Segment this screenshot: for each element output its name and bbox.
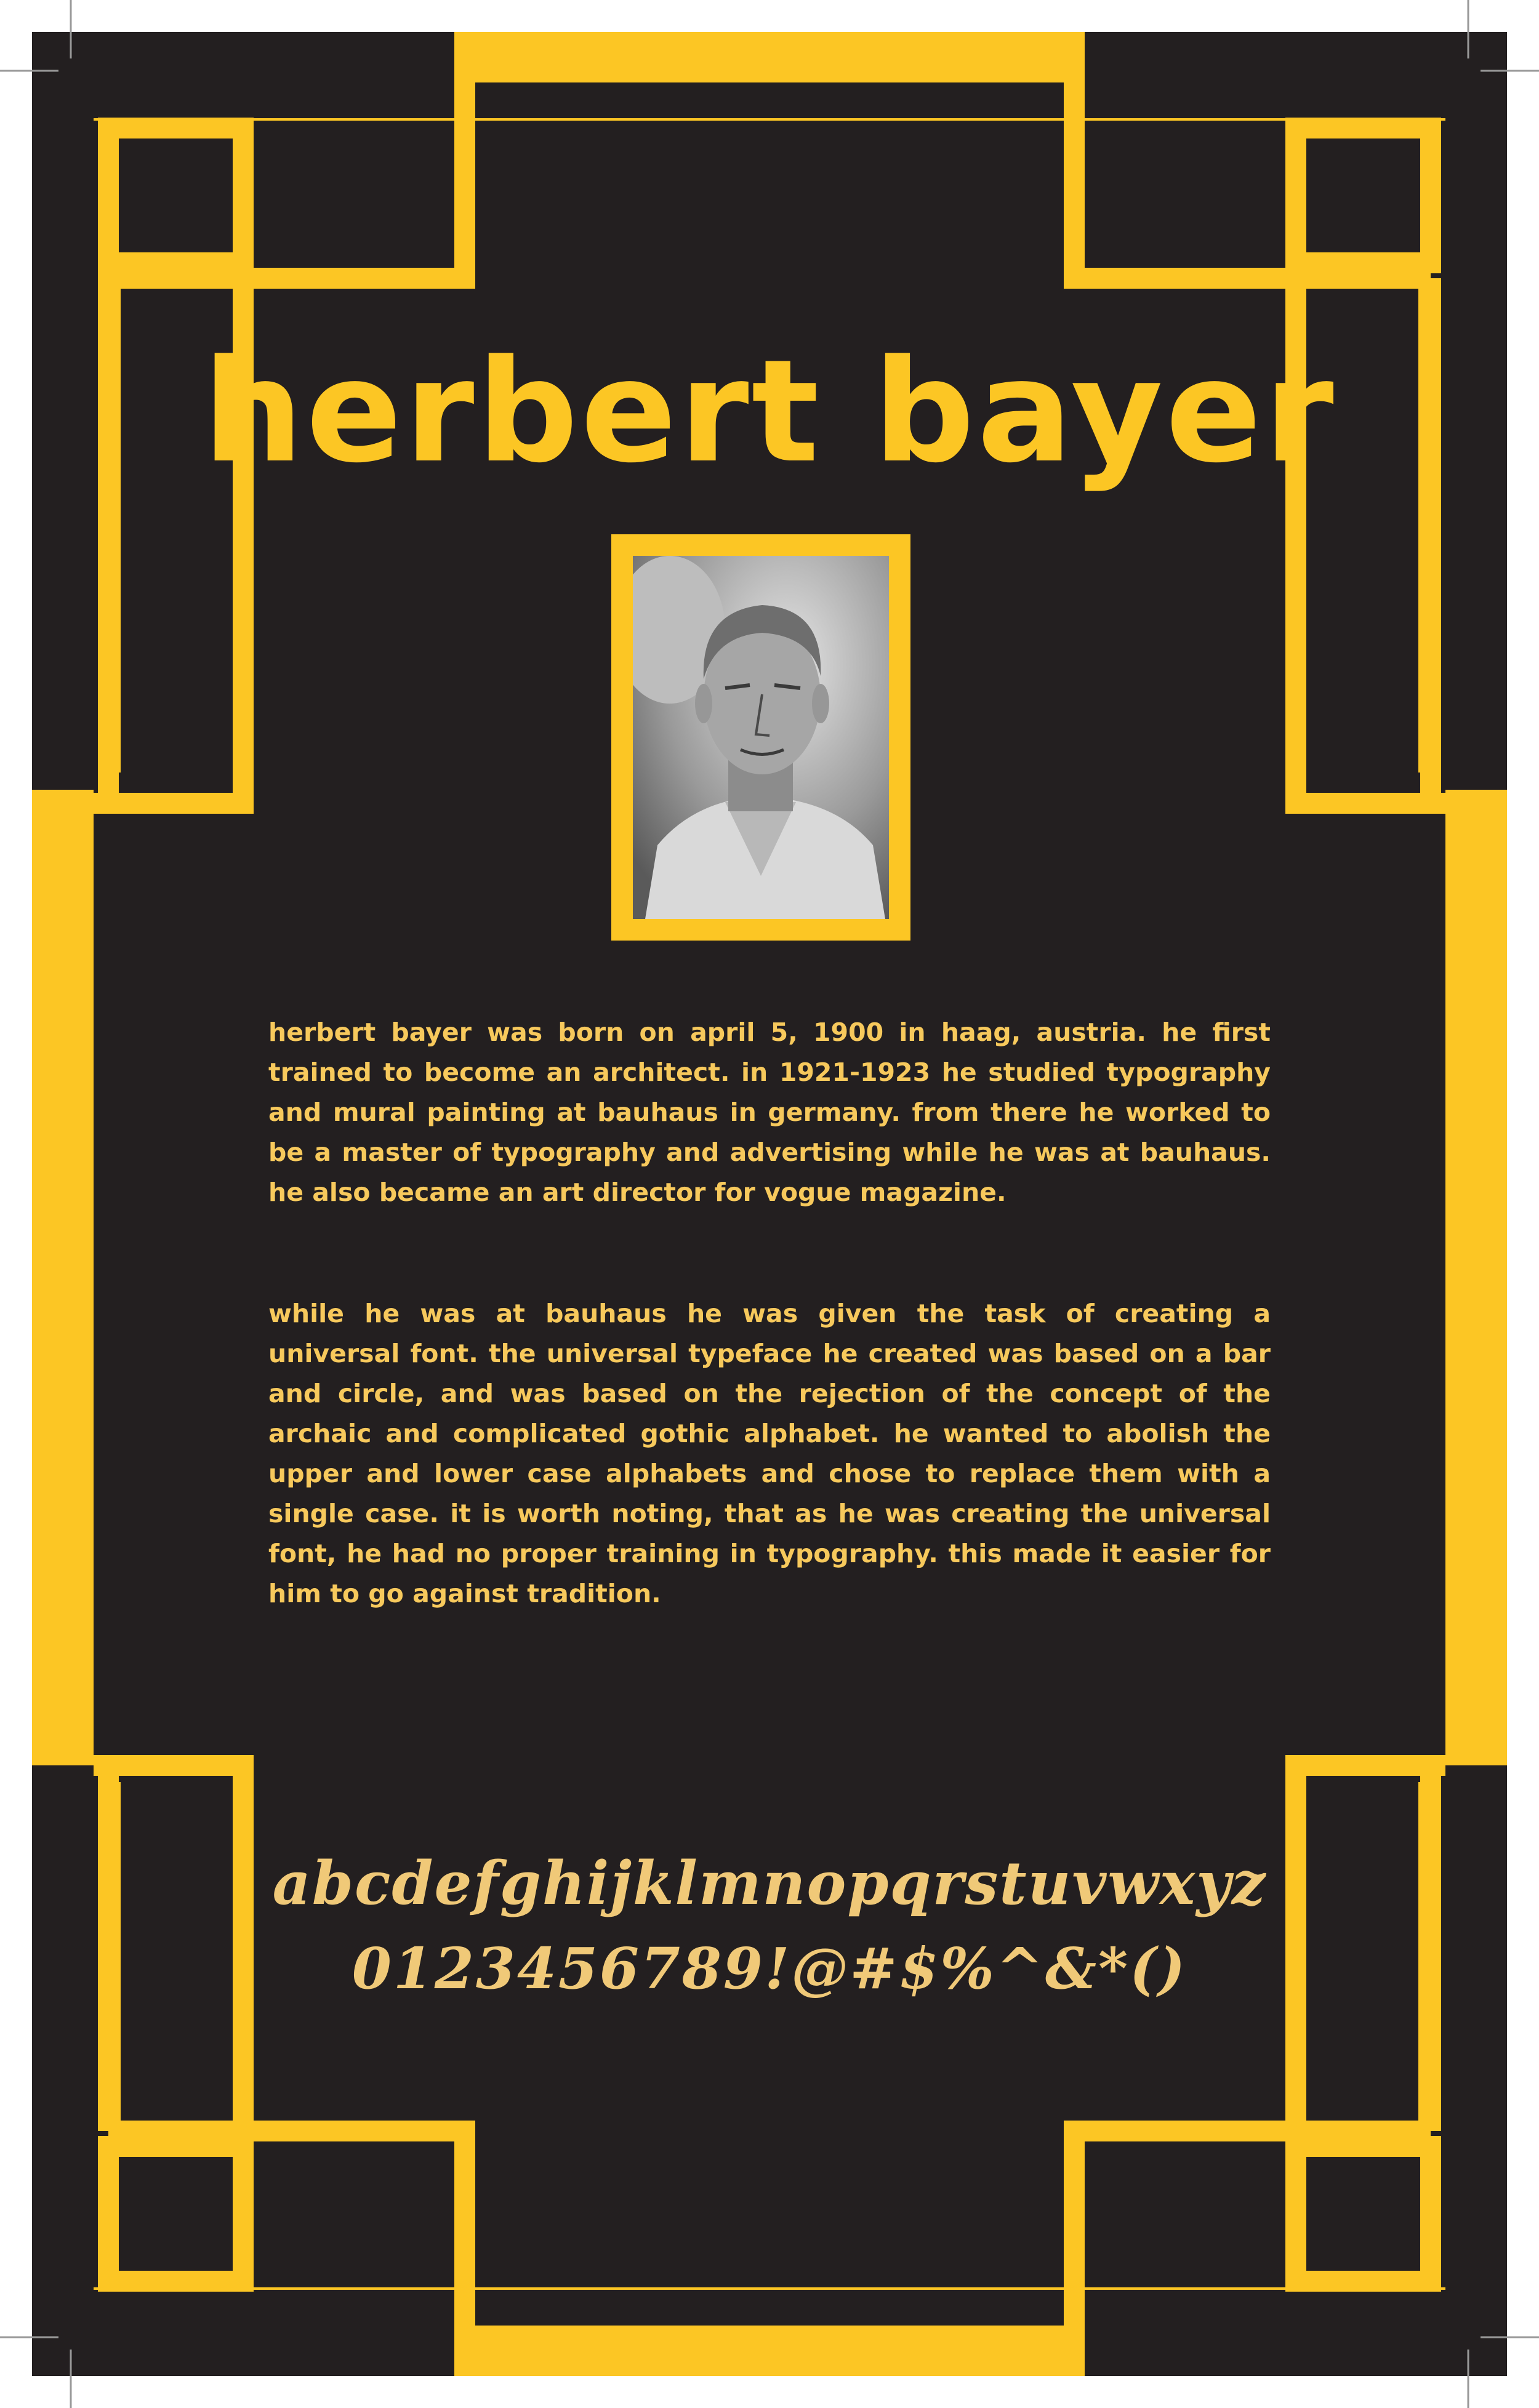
portrait-frame <box>611 534 910 941</box>
right-side-strip <box>1445 790 1507 1765</box>
poster-title: herbert bayer <box>203 330 1336 494</box>
type-specimen-alphabet: abcdefghijklmnopqrstuvwxyz <box>272 1848 1267 1918</box>
bottom-tab <box>465 2326 1074 2376</box>
left-side-strip <box>32 790 94 1765</box>
portrait-photo-icon <box>633 556 889 919</box>
type-specimen-numerals: 0123456789!@#$%^&*() <box>352 1935 1187 2002</box>
bio-paragraph-2: while he was at bauhaus he was given the task of creating a universal font. the universal typeface he created was based on a bar and circle, and was based on the rejection of the concept of the archaic and complicated gothic alphabet. he wanted to abolish the upper and lower case alphabets and chose to replace them with a single case. it is worth noting, that as he was creating the universal font, he had no proper training in typography. this made it easier for him to go against tradition. <box>268 1299 1271 1608</box>
top-tab <box>465 32 1074 82</box>
bio-paragraph-1: herbert bayer was born on april 5, 1900 in haag, austria. he first trained to become an architect. in 1921-1923 he studied typography and mural painting at bauhaus in germany. from there he worked to be a master of typography and advertising while he was at bauhaus. he also became an art director for vogue magazine. <box>268 1017 1271 1207</box>
